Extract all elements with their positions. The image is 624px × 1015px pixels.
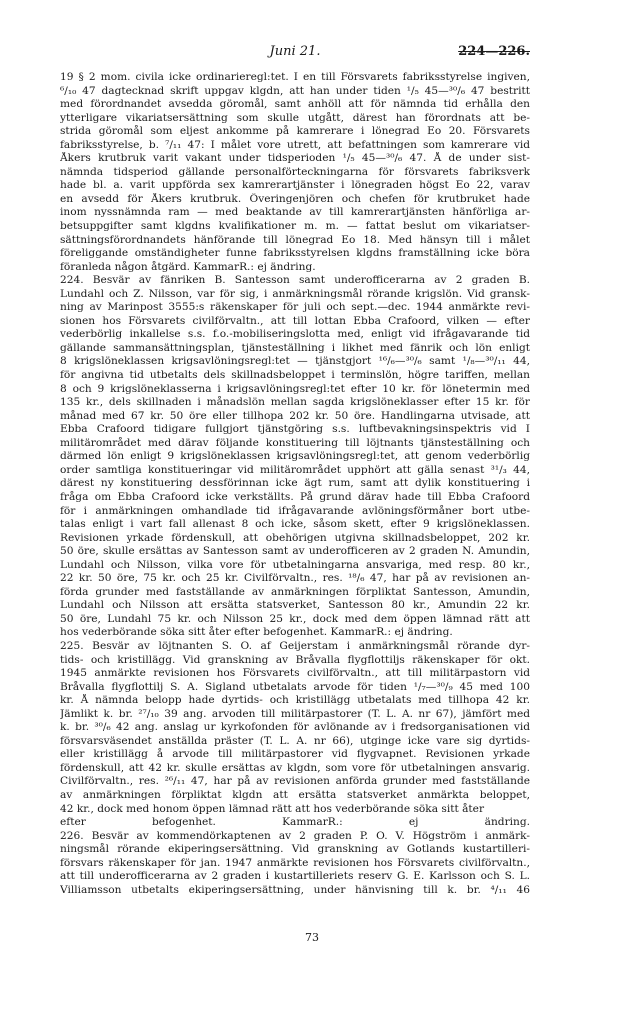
text-line: föranleda någon åtgärd. KammarR.: ej ändring. (60, 260, 316, 273)
text-line: hade bl. a. varit uppförda sex kamrerartjänster i lönegraden högst Eo 22, varav (60, 179, 530, 192)
text-line: försvars räkenskaper för jan. 1947 anmärkte revisionen hos Försvarets civilförvaltn., (60, 856, 530, 869)
text-line: 1945 anmärkte revisionen hos Försvarets civilförvaltn., att till militärpastorn vid (60, 667, 530, 680)
text-line: fråga om Ebba Crafoord icke verkställts. På grund därav hade till Ebba Crafoord (60, 490, 530, 503)
text-line: Lundahl och Nilsson att ersätta statsverket, Santesson 80 kr., Amundin 22 kr. (60, 599, 530, 612)
text-line: 224. Besvär av fänriken B. Santesson samt underofficerarna av 2 graden B. (60, 274, 530, 287)
text-line: av anmärkningen förpliktat klgdn att ersätta statsverket anmärkta beloppet, (60, 788, 530, 801)
text-line: månad med 67 kr. 50 öre eller tillhopa 202 kr. 50 öre. Handlingarna utvisade, att (60, 409, 530, 422)
text-line: Villiamsson utbetalts ekiperingsersättning, under hänvisning till k. br. ⁴/₁₁ 46 (60, 883, 530, 896)
text-line: 135 kr., dels skillnaden i månadslön mellan sagda krigslöneklasser efter 15 kr. för (60, 396, 530, 409)
text-line: för angivna tid utbetalts dels skillnadsbeloppet i terminslön, högre tariffen, mellan (60, 369, 530, 382)
text-line: Civilförvaltn., res. ²⁶/₁₁ 47, har på av revisionen anförda grunder med fastställande (60, 775, 530, 788)
text-line: 225. Besvär av löjtnanten S. O. af Geijerstam i anmärkningsmål rörande dyr- (60, 639, 530, 652)
text-line: sionen hos Försvarets civilförvaltn., att till lottan Ebba Crafoord, vilken — efter (60, 314, 530, 327)
text-line: Lundahl och Z. Nilsson, var för sig, i anmärkningsmål rörande krigslön. Vid gransk- (60, 287, 530, 300)
text-line: fabriksstyrelse, b. ⁷/₁₁ 47: I målet vore utrett, att befattningen som kamrerare vid (60, 138, 530, 151)
text-line: sättningsförordnandets hänförande till lönegrad Eo 18. Med hänsyn till i målet (60, 233, 530, 246)
text-line: ytterligare vikariatsersättning som skulle utgått, därest han förordnats att be- (60, 111, 530, 124)
text-line: därmed lön enligt 9 krigslöneklassen krigsavlöningsregl:tet, att genom vederbörlig (60, 450, 530, 463)
running-header (60, 44, 530, 64)
text-line: försvarsväsendet anställda präster (T. L. A. nr 66), utginge icke vare sig dyrtids- (60, 734, 530, 747)
text-line: nämnda tidsperiod gällande personalförteckningarna för försvarets fabriksverk (60, 165, 530, 178)
text-line: ⁶/₁₀ 47 dagtecknad skrift uppgav klgdn, att han under tiden ¹/₅ 45—³⁰/₆ 47 bestritt (60, 84, 530, 97)
text-line: eller kristillägg å arvode till militärpastorer vid flygvapnet. Revisionen yrkade (60, 748, 530, 761)
text-line: ningsmål rörande ekiperingsersättning. Vid granskning av Gotlands kustartilleri- (60, 843, 530, 856)
text-line: 50 öre, skulle ersättas av Santesson samt av underofficeren av 2 graden N. Amundin, (60, 545, 530, 558)
text-line: kr. Å nämnda belopp hade dyrtids- och kristillägg utbetalats med tillhopa 42 kr. (60, 694, 530, 707)
text-line: tids- och kristillägg. Vid granskning av Bråvalla flygflottiljs räkenskaper för okt. (60, 653, 530, 666)
text-line: Lundahl och Nilsson, vilka vore för utbetalningarna ansvariga, med resp. 80 kr., (60, 558, 530, 571)
text-line: gällande sammansättningsplan, tjänsteställning i likhet med fänrik och lön enligt (60, 341, 530, 354)
text-line: 19 § 2 mom. civila icke ordinarieregl:tet. I en till Försvarets fabriksstyrelse ingiven, (60, 71, 530, 83)
text-line: fördenskull, att 42 kr. skulle ersättas av klgdn, som vore för utbetalningen ansvarig. (60, 761, 530, 774)
page-number: 73 (305, 931, 319, 944)
text-line: Jämlikt k. br. ²⁷/₁₀ 39 ang. arvoden till militärpastorer (T. L. A. nr 67), jämfört med (60, 707, 530, 720)
text-line: ning av Marinpost 3555:s räkenskaper för juli och sept.—dec. 1944 anmärkte revi- (60, 301, 530, 314)
text-line: för i anmärkningen omhandlade tid ifrågavarande avlöningsförmåner bort utbe- (60, 504, 530, 517)
body-text (60, 71, 530, 897)
text-line: Ebba Crafoord tidigare fullgjort tjänstgöring s.s. luftbevakningsinspektris vid I (60, 423, 530, 436)
text-line: förda grunder med fastställande av anmärkningen förpliktat Santesson, Amundin, (60, 585, 530, 598)
header-date: Juni 21. (269, 44, 321, 59)
text-line: 8 krigslöneklassen krigsavlöningsregl:tet — tjänstgjort ¹⁶/₆—³⁰/₆ samt ¹/₈—³⁰/₁₁ 44, (60, 355, 530, 368)
text-line: 50 öre, Lundahl 75 kr. och Nilsson 25 kr., dock med dem öppen lämnad rätt att (60, 612, 530, 625)
text-line: 42 kr., dock med honom öppen lämnad rätt att hos vederbörande söka sitt åter (60, 802, 485, 815)
text-line: en avsedd för Åkers krutbruk. Överingenjören och chefen för krutbruket hade (60, 192, 530, 205)
text-line: 226. Besvär av kommendörkaptenen av 2 graden P. O. V. Högström i anmärk- (60, 829, 530, 842)
text-line: inom nyssnämnda ram — med beaktande av till kamrerartjänsten hänförliga ar- (60, 206, 530, 219)
text-line: föreliggande omständigheter funne fabriksstyrelsen klgdns framställning icke böra (60, 247, 530, 260)
text-line: därest ny konstituering dessförinnan icke ägt rum, samt att dylik konstituering i (60, 477, 530, 490)
text-line: efter befogenhet. KammarR.: ej ändring. (60, 816, 530, 829)
text-line: med förordnandet avsedda göromål, samt anhöll att för nämnda tid erhålla den (60, 98, 530, 111)
text-line: hos vederbörande söka sitt åter efter befogenhet. KammarR.: ej ändring. (60, 626, 453, 639)
header-section-range: 224—226. (458, 44, 530, 59)
text-line: betsuppgifter samt klgdns kvalifikationer m. m. — fattat beslut om vikariatser- (60, 220, 530, 233)
text-line: 22 kr. 50 öre, 75 kr. och 25 kr. Civilförvaltn., res. ¹⁸/₆ 47, har på av revisionen an- (60, 572, 530, 585)
text-line: strida göromål som eljest ankomme på kamrerare i lönegrad Eo 20. Försvarets (60, 125, 530, 138)
text-line: k. br. ³⁰/₆ 42 ang. anslag ur kyrkofonden för avlönande av i fredsorganisationen vid (60, 721, 530, 734)
text-line: 8 och 9 krigslöneklasserna i krigsavlöningsregl:tet efter 10 kr. för lönetermin med (60, 382, 530, 395)
text-line: vederbörlig inkallelse s.s. f.o.-mobiliseringslotta med, enligt vid ifrågavarande tid (60, 328, 530, 341)
text-line: militärområdet med därav följande konstituering till löjtnants tjänsteställning och (60, 436, 530, 449)
text-line: att till underofficerarna av 2 graden i kustartilleriets reserv G. E. Karlsson och S. L. (60, 870, 530, 883)
text-line: talas enligt i vart fall allenast 8 och icke, såsom skett, efter 9 krigslöneklassen. (60, 518, 530, 531)
text-line: Åkers krutbruk varit vakant under tidsperioden ¹/₅ 45—³⁰/₆ 47. Å de under sist- (60, 152, 530, 165)
text-line: Bråvalla flygflottilj S. A. Sigland utbetalats arvode för tiden ¹/₇—³⁰/₉ 45 med 100 (60, 680, 530, 693)
text-line: Revisionen yrkade fördenskull, att obehörigen utgivna skillnadsbeloppet, 202 kr. (60, 531, 530, 544)
text-line: order samtliga konstitueringar vid militärområdet upphört att gälla senast ³¹/₃ 44, (60, 463, 530, 476)
